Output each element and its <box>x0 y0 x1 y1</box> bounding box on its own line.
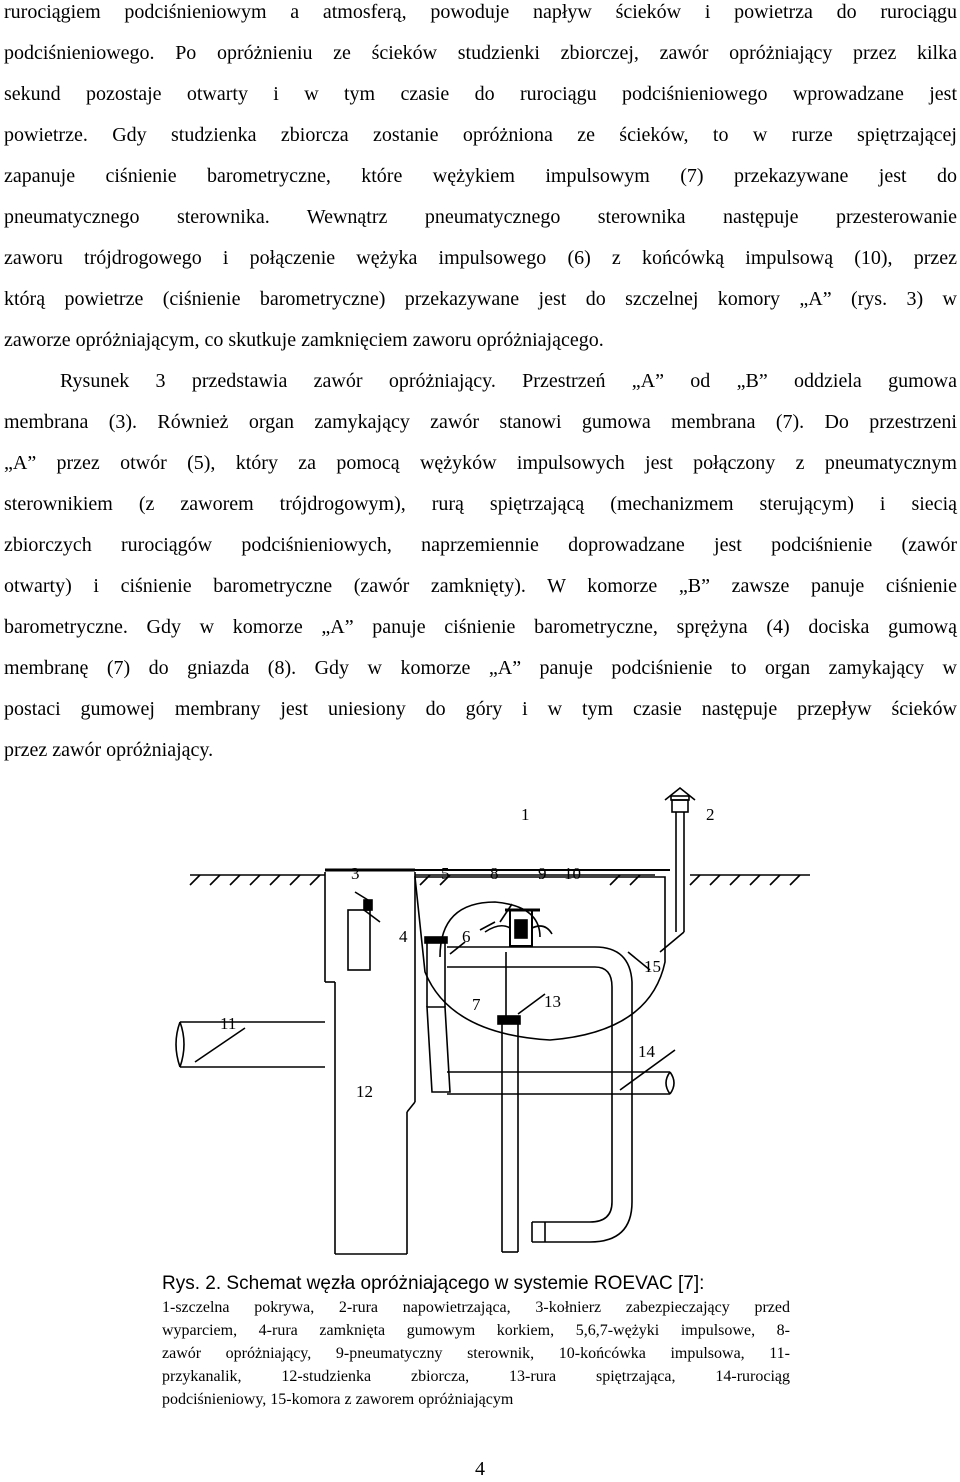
text-line: przez zawór opróżniający. <box>4 739 214 761</box>
label-12: 12 <box>356 1082 373 1101</box>
pneumatic-controller <box>480 904 552 946</box>
label-3: 3 <box>351 864 360 883</box>
figure-caption-title: Rys. 2. Schemat węzła opróżniającego w systemie ROEVAC [7]: <box>162 1273 705 1294</box>
label-14: 14 <box>638 1042 655 1061</box>
label-1: 1 <box>521 805 530 824</box>
text-line: membranę (7) do gniazda (8). Gdy w komorze „A” panuje podciśnienie to organ zamykający w <box>4 657 957 679</box>
roevac-schematic-figure <box>150 782 830 1262</box>
text-line: sterownikiem (z zaworem trójdrogowym), rurą spiętrzającą (mechanizmem sterującym) i siecią <box>4 493 957 515</box>
text-line: zaworze opróżniającym, co skutkuje zamknięciem zaworu opróżniającego. <box>4 329 604 351</box>
caption-line: zawór opróżniający, 9-pneumatyczny sterownik, 10-końcówka impulsowa, 11- <box>162 1345 790 1362</box>
caption-line: 1-szczelna pokrywa, 2-rura napowietrzająca, 3-kołnierz zabezpieczający przed <box>162 1299 790 1316</box>
text-line: rurociągiem podciśnieniowym a atmosferą, powoduje napływ ścieków i powietrza do rurociągu <box>4 1 957 23</box>
text-line: którą powietrze (ciśnienie barometryczne) przekazywane jest do szczelnej komory „A” (rys. 3) w <box>4 288 957 310</box>
label-9: 9 <box>538 864 547 883</box>
text-line: „A” przez otwór (5), który za pomocą wężyków impulsowych jest połączony z pneumatycznym <box>4 452 957 474</box>
closed-pipe <box>425 937 450 1092</box>
text-line: Rysunek 3 przedstawia zawór opróżniający. Przestrzeń „A” od „B” oddziela gumowa <box>60 370 957 392</box>
text-line: zapanuje ciśnienie barometryczne, które wężykiem impulsowym (7) przekazywane jest do <box>4 165 957 187</box>
label-8: 8 <box>490 864 499 883</box>
text-line: sekund pozostaje otwarty i w tym czasie do rurociągu podciśnieniowego wprowadzane jest <box>4 83 957 105</box>
text-line: podciśnieniowego. Po opróżnieniu ze ścieków studzienki zbiorczej, zawór opróżniający przez kilka <box>4 42 957 64</box>
label-2: 2 <box>706 805 715 824</box>
text-line: membrana (3). Również organ zamykający zawór stanowi gumowa membrana (7). Do przestrzeni <box>4 411 957 433</box>
label-11: 11 <box>220 1014 237 1033</box>
label-6: 6 <box>462 927 471 946</box>
label-5: 5 <box>441 864 450 883</box>
page-number: 4 <box>475 1458 485 1480</box>
caption-line: wyparciem, 4-rura zamknięta gumowym korkiem, 5,6,7-wężyki impulsowe, 8- <box>162 1322 790 1339</box>
text-line: otwarty) i ciśnienie barometryczne (zawór zamknięty). W komorze „B” zawsze panuje ciśnienie <box>4 575 957 597</box>
text-line: postaci gumowej membrany jest uniesiony do góry i w tym czasie następuje przepływ ścieków <box>4 698 957 720</box>
label-4: 4 <box>399 927 408 946</box>
label-10: 10 <box>564 864 581 883</box>
text-line: pneumatycznego sterownika. Wewnątrz pneumatycznego sterownika następuje przesterowanie <box>4 206 957 228</box>
figure-labels <box>220 805 715 1101</box>
schematic-drawing <box>150 782 830 1262</box>
label-7: 7 <box>472 995 481 1014</box>
text-line: zaworu trójdrogowego i połączenie wężyka impulsowego (6) z końcówką impulsową (10), przez <box>4 247 957 269</box>
text-line: powietrze. Gdy studzienka zbiorcza zostanie opróżniona ze ścieków, to w rurze spiętrzającej <box>4 124 957 146</box>
valve-chamber <box>415 877 665 1040</box>
riser-pipe <box>498 952 545 1252</box>
caption-line: przykanalik, 12-studzienka zbiorcza, 13-rura spiętrzająca, 14-rurociąg <box>162 1368 790 1385</box>
inlet-pipe <box>176 1022 325 1067</box>
label-13: 13 <box>544 992 561 1011</box>
label-15: 15 <box>644 957 661 976</box>
text-line: zbiorczych rurociągów podciśnieniowych, naprzemiennie doprowadzane jest podciśnienie (zawór <box>4 534 957 556</box>
text-line: barometryczne. Gdy w komorze „A” panuje ciśnienie barometryczne, sprężyna (4) dociska gumową <box>4 616 957 638</box>
caption-line: podciśnieniowy, 15-komora z zaworem opróżniającym <box>162 1391 514 1408</box>
